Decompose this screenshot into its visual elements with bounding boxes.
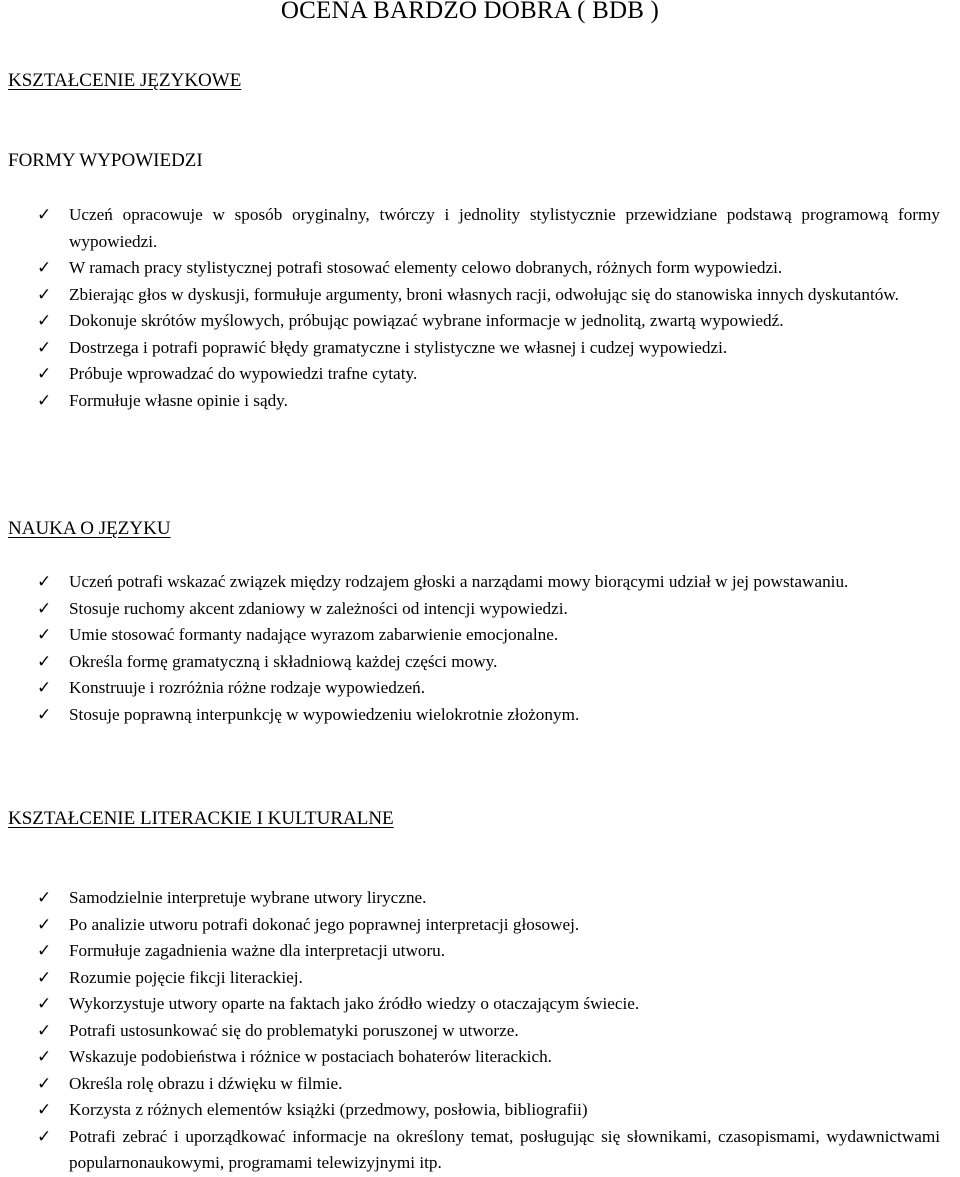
list-item-text: Wykorzystuje utwory oparte na faktach jako źródło wiedzy o otaczającym świecie.: [69, 994, 640, 1013]
list-item-text: Samodzielnie interpretuje wybrane utwory liryczne.: [69, 888, 427, 907]
list-item-text: Potrafi zebrać i uporządkować informacje na określony temat, posługując się słownikami, czasopismami, wydawnictwami popularnonaukowymi, programami telewizyjnymi itp.: [69, 1126, 940, 1172]
list-item: [0, 702, 940, 729]
check-mark-icon: ✓: [37, 914, 52, 935]
list-item: [0, 938, 940, 965]
list-item: [0, 335, 940, 362]
check-mark-icon: ✓: [37, 598, 52, 619]
list-item-text: Zbierając głos w dyskusji, formułuje argumenty, broni własnych racji, odwołując się do stanowiska innych dyskutantów.: [69, 284, 899, 304]
check-mark-icon: ✓: [37, 364, 52, 384]
check-mark-icon: ✓: [37, 941, 52, 961]
check-mark-icon: ✓: [37, 994, 52, 1014]
check-mark-icon: ✓: [37, 678, 52, 698]
list-item-text: Formułuje zagadnienia ważne dla interpretacji utworu.: [69, 941, 446, 960]
subsection-heading-forms-of-expression: FORMY WYPOWIEDZI: [8, 150, 203, 171]
check-mark-icon: ✓: [37, 572, 52, 592]
check-mark-icon: ✓: [37, 311, 52, 331]
check-mark-icon: ✓: [37, 704, 52, 725]
list-item-text: Potrafi ustosunkować się do problematyki poruszonej w utworze.: [69, 1020, 519, 1040]
list-item: [0, 1071, 940, 1098]
check-mark-icon: ✓: [37, 258, 52, 278]
list-item: [0, 675, 940, 702]
list-item-text: Stosuje poprawną interpunkcję w wypowiedzeniu wielokrotnie złożonym.: [69, 704, 580, 724]
check-mark-icon: ✓: [37, 1020, 52, 1041]
literary-education-list: [0, 885, 960, 1177]
check-mark-icon: ✓: [37, 390, 52, 411]
list-item: [0, 596, 940, 623]
list-item-text: Dostrzega i potrafi poprawić błędy gramatyczne i stylistyczne we własnej i cudzej wypowiedzi.: [69, 337, 728, 357]
list-item-text: Formułuje własne opinie i sądy.: [69, 390, 288, 410]
list-item: [0, 649, 940, 676]
list-item-text: W ramach pracy stylistycznej potrafi stosować elementy celowo dobranych, różnych form wypowiedzi.: [69, 258, 783, 277]
check-mark-icon: ✓: [37, 284, 52, 305]
list-item-text: Uczeń potrafi wskazać związek między rodzajem głoski a narządami mowy biorącymi udział w jej powstawaniu.: [69, 572, 849, 591]
list-item: [0, 885, 940, 912]
list-item: [0, 965, 940, 992]
list-item-text: Korzysta z różnych elementów książki (przedmowy, posłowia, bibliografii): [69, 1100, 588, 1119]
list-item: [0, 622, 940, 649]
list-item: [0, 991, 940, 1018]
section-heading-language-education: KSZTAŁCENIE JĘZYKOWE: [8, 70, 242, 91]
list-item-text: Określa rolę obrazu i dźwięku w filmie.: [69, 1073, 343, 1093]
language-knowledge-list: [0, 569, 960, 728]
check-mark-icon: ✓: [37, 1047, 52, 1067]
list-item-text: Rozumie pojęcie fikcji literackiej.: [69, 967, 303, 987]
list-item: [0, 282, 940, 309]
check-mark-icon: ✓: [37, 1126, 52, 1147]
list-item: [0, 308, 940, 335]
list-item: [0, 361, 940, 388]
list-item-text: Dokonuje skrótów myślowych, próbując powiązać wybrane informacje w jednolitą, zwartą wypowiedź.: [69, 311, 784, 330]
forms-of-expression-list: [0, 202, 960, 414]
list-item: [0, 1044, 940, 1071]
list-item: [0, 912, 940, 939]
list-item-text: Konstruuje i rozróżnia różne rodzaje wypowiedzeń.: [69, 678, 426, 697]
list-item: [0, 1124, 940, 1177]
list-item-text: Wskazuje podobieństwa i różnice w postaciach bohaterów literackich.: [69, 1047, 552, 1066]
check-mark-icon: ✓: [37, 967, 52, 988]
check-mark-icon: ✓: [37, 651, 52, 672]
list-item-text: Uczeń opracowuje w sposób oryginalny, twórczy i jednolity stylistycznie przewidziane podstawą programową formy wypowiedzi.: [69, 205, 940, 251]
check-mark-icon: ✓: [37, 1073, 52, 1094]
check-mark-icon: ✓: [37, 625, 52, 645]
check-mark-icon: ✓: [37, 888, 52, 908]
list-item-text: Próbuje wprowadzać do wypowiedzi trafne cytaty.: [69, 364, 418, 383]
list-item-text: Stosuje ruchomy akcent zdaniowy w zależności od intencji wypowiedzi.: [69, 598, 568, 618]
list-item: [0, 569, 940, 596]
check-mark-icon: ✓: [37, 337, 52, 358]
list-item: [0, 388, 940, 415]
section-heading-literary-education: KSZTAŁCENIE LITERACKIE I KULTURALNE: [8, 808, 394, 829]
subsection-heading-language-knowledge: NAUKA O JĘZYKU: [8, 518, 171, 539]
list-item-text: Po analizie utworu potrafi dokonać jego poprawnej interpretacji głosowej.: [69, 914, 580, 934]
page-title: OCENA BARDZO DOBRA ( BDB ): [280, 0, 660, 24]
list-item-text: Umie stosować formanty nadające wyrazom zabarwienie emocjonalne.: [69, 625, 559, 644]
list-item: [0, 255, 940, 282]
list-item: [0, 202, 940, 255]
check-mark-icon: ✓: [37, 205, 52, 225]
check-mark-icon: ✓: [37, 1100, 52, 1120]
list-item: [0, 1097, 940, 1124]
list-item: [0, 1018, 940, 1045]
list-item-text: Określa formę gramatyczną i składniową każdej części mowy.: [69, 651, 498, 671]
